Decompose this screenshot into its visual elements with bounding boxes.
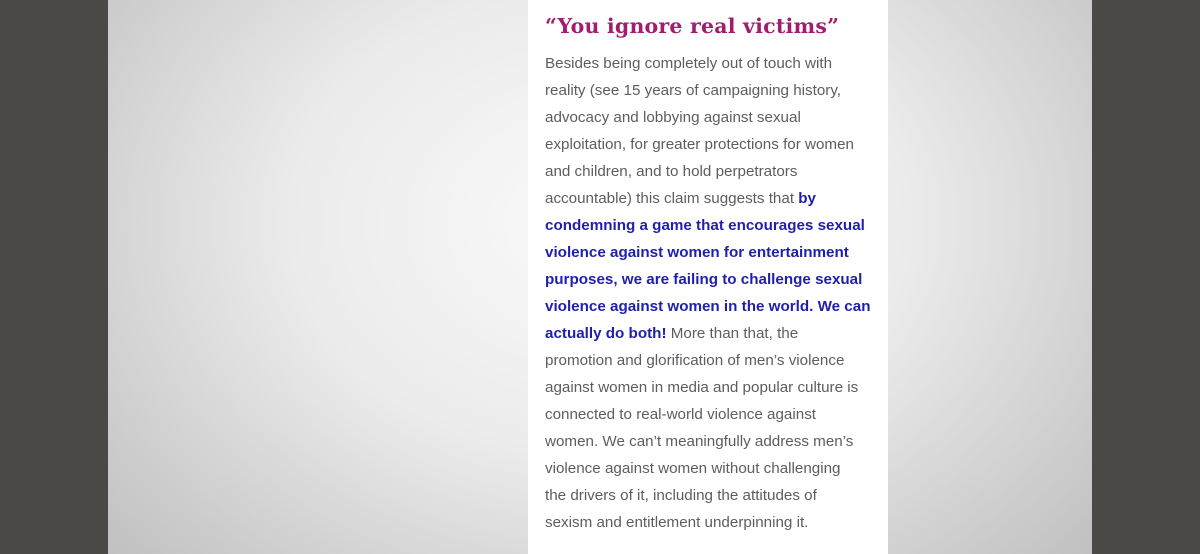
body-line (545, 428, 874, 455)
highlighted-text: actually do both! (545, 325, 667, 342)
body-line (545, 374, 874, 401)
body-line (545, 293, 874, 320)
plain-text: exploitation, for greater protections for women (545, 136, 854, 153)
body-line (545, 239, 874, 266)
plain-text: sexism and entitlement underpinning it. (545, 514, 809, 531)
right-letterbox-bar (1092, 0, 1200, 554)
body-line (545, 158, 874, 185)
plain-text: against women in media and popular culture is (545, 379, 859, 396)
article-body (545, 50, 874, 536)
plain-text: women. We can’t meaningfully address men’s (545, 433, 854, 450)
plain-text: advocacy and lobbying against sexual (545, 109, 801, 126)
body-line (545, 347, 874, 374)
viewer-background (108, 0, 1092, 554)
plain-text: the drivers of it, including the attitudes of (545, 487, 817, 504)
plain-text: and children, and to hold perpetrators (545, 163, 798, 180)
body-line (545, 266, 874, 293)
plain-text: violence against women without challenging (545, 460, 841, 477)
body-line (545, 509, 874, 536)
highlighted-text: condemning a game that encourages sexual (545, 217, 865, 234)
article-heading: “You ignore real victims” (545, 14, 840, 38)
highlighted-text: purposes, we are failing to challenge sexual (545, 271, 863, 288)
body-line (545, 50, 874, 77)
plain-text: Besides being completely out of touch with (545, 55, 833, 72)
body-line (545, 77, 874, 104)
body-line (545, 212, 874, 239)
plain-text: accountable) this claim suggests that (545, 190, 799, 207)
body-line (545, 401, 874, 428)
body-line (545, 482, 874, 509)
body-line (545, 185, 874, 212)
left-letterbox-bar (0, 0, 108, 554)
body-line (545, 104, 874, 131)
body-line (545, 455, 874, 482)
body-line (545, 320, 874, 347)
plain-text: connected to real-world violence against (545, 406, 817, 423)
plain-text: promotion and glorification of men’s violence (545, 352, 845, 369)
plain-text: More than that, the (666, 325, 799, 342)
highlighted-text: violence against women for entertainment (545, 244, 849, 261)
plain-text: reality (see 15 years of campaigning history, (545, 82, 842, 99)
body-line (545, 131, 874, 158)
article-card (528, 0, 888, 554)
highlighted-text: violence against women in the world. We can (545, 298, 871, 315)
highlighted-text: by (798, 190, 816, 207)
